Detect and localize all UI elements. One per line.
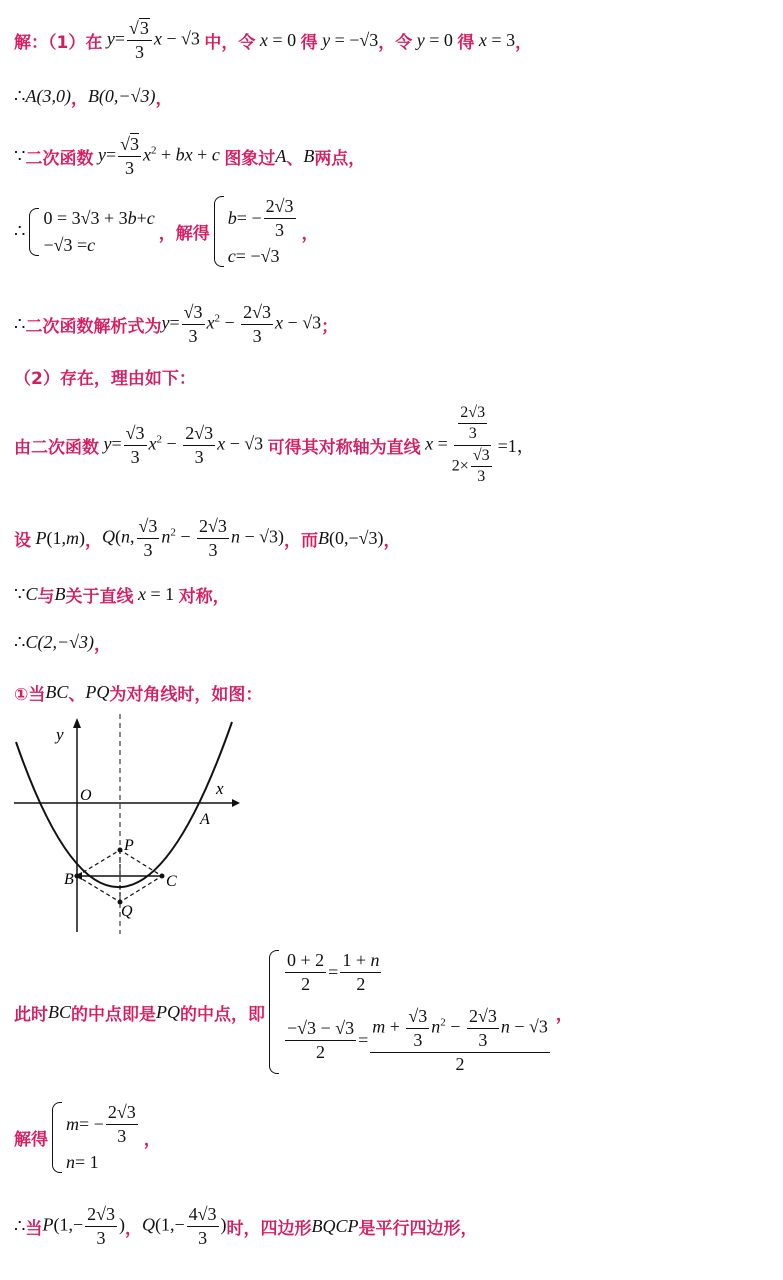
text-de-2: 得 — [457, 32, 475, 53]
label-bqcp: BQCP — [311, 1215, 359, 1236]
text-solve: 解得 — [14, 1130, 48, 1151]
label-c: C — [25, 584, 38, 604]
point-b: B(0,−√3) — [87, 86, 156, 106]
text-midpoint-ie: 的中点，即 — [180, 1004, 266, 1025]
label-b: B — [54, 584, 66, 604]
dot-c — [160, 874, 165, 879]
math-x-zero: x = 0 — [259, 29, 301, 50]
label-y-axis: y — [56, 725, 64, 744]
text-quadratic: 二次函数 — [25, 148, 94, 169]
text-part1-intro: 解：（1）在 — [14, 32, 103, 53]
text-with: 与 — [37, 587, 55, 607]
line-case1 — [14, 680, 262, 705]
text-case1: ①当 — [14, 685, 46, 705]
line-axis-of-symmetry — [14, 404, 535, 487]
line-part1-intercepts — [14, 18, 532, 62]
line-conclusion — [14, 1204, 478, 1248]
line-points-ab — [14, 84, 172, 109]
math-point-p: P(1,m) — [35, 527, 85, 548]
text-when: 当 — [25, 1218, 43, 1239]
text-and: ，而 — [283, 530, 318, 551]
therefore-symbol: ∴ — [14, 632, 26, 652]
math-x-one: x = 1 — [137, 584, 179, 604]
line-analytic-expression — [14, 302, 338, 346]
text-solve: ，解得 — [158, 224, 210, 245]
text-symmetric: 对称， — [178, 587, 230, 607]
text-axis: 可得其对称轴为直线 — [267, 437, 421, 458]
text-comma: ， — [301, 224, 319, 245]
label-point-p: P — [124, 837, 134, 854]
math-point-b: B(0,−√3) — [317, 527, 384, 548]
text-equals-one: =1， — [497, 436, 535, 457]
dot-p — [118, 848, 123, 853]
system-equations: 0 = 3√3 + 3 b + c −√3 = c — [29, 208, 154, 256]
text-part2: （2）存在，理由如下： — [14, 369, 196, 389]
system-midpoint: $\frac{0 + 2}{2}$ = $\frac{1 + n}{2}$ $\frac{-√3 - √3}{2}$ = m + $\frac{√3}{3}$ $n^2$ − $\frac{2√3}{3}$ n − √3 2 — [269, 950, 552, 1074]
therefore-symbol: ∴ — [14, 1215, 26, 1236]
therefore-symbol: ∴ — [14, 221, 26, 242]
text-graph-passes: 图象过 — [224, 148, 276, 169]
parabola-figure — [10, 712, 250, 938]
math-quadratic-general: y= $\frac{√3}{3}$ $x^2$ + bx + c — [97, 134, 220, 178]
label-point-q: Q — [121, 903, 133, 920]
text-two-points: 两点， — [314, 148, 366, 169]
line-part2-intro — [14, 364, 196, 389]
text-dun: 、 — [68, 685, 86, 705]
text-comma: ， — [555, 1004, 573, 1025]
math-point-q: Q(1,− $\frac{4√3}{3}$ ) — [142, 1204, 227, 1248]
brace — [214, 196, 224, 267]
label-x-axis: x — [216, 779, 224, 798]
text-analytic: 二次函数解析式为 — [25, 316, 162, 337]
math-x-three: x = 3 — [478, 29, 516, 50]
line-point-c — [14, 630, 111, 655]
brace — [52, 1102, 62, 1173]
parabola-curve — [16, 722, 232, 887]
brace — [269, 950, 279, 1074]
math-axis-value: x = $\frac{2√3}{3}$ 2× $\frac{√3}{3}$ — [425, 404, 490, 486]
text-semicolon: ； — [321, 316, 339, 337]
line-set-pq — [14, 516, 401, 560]
text-quadrilateral: 时，四边形 — [226, 1218, 312, 1239]
line-midpoint — [14, 950, 573, 1074]
text-now: 此时 — [14, 1004, 48, 1025]
system-mn: m = − $\frac{2√3}{3}$ n = 1 — [52, 1102, 140, 1173]
text-zhong-ling: 中，令 — [204, 32, 256, 53]
text-from-quadratic: 由二次函数 — [14, 437, 99, 458]
math-y-zero: y = 0 — [416, 29, 458, 50]
because-symbol: ∵ — [14, 145, 26, 166]
text-dun: 、 — [286, 148, 304, 169]
math-parabola: y= $\frac{√3}{3}$ $x^2$ − $\frac{2√3}{3}$ x − √3 — [161, 302, 322, 346]
text-de-1: 得 — [300, 32, 318, 53]
line-system-bc — [14, 196, 319, 267]
math-point-p: P(1,− $\frac{2√3}{3}$ ) — [42, 1204, 125, 1248]
y-axis-arrow — [73, 718, 81, 728]
point-a: A(3,0) — [25, 86, 71, 106]
line-solution-mn — [14, 1102, 161, 1173]
separator-end: ， — [93, 635, 111, 655]
text-parallelogram: 是平行四边形， — [358, 1218, 478, 1239]
text-let: 设 — [14, 530, 31, 551]
label-b: B — [303, 145, 315, 166]
therefore-symbol: ∴ — [14, 86, 26, 106]
separator: ， — [70, 89, 88, 109]
text-midpoint-is: 的中点即是 — [71, 1004, 157, 1025]
dot-b — [75, 874, 80, 879]
line-quadratic-through — [14, 134, 365, 178]
because-symbol: ∵ — [14, 584, 26, 604]
separator-end: ， — [155, 89, 173, 109]
label-a: A — [275, 145, 287, 166]
therefore-symbol: ∴ — [14, 313, 26, 334]
label-pq: PQ — [156, 1001, 181, 1022]
math-parabola: y= $\frac{√3}{3}$ $x^2$ − $\frac{2√3}{3}$ x − √3 — [103, 423, 268, 467]
brace — [29, 208, 39, 256]
math-y-neg-root3: y = −√3 — [322, 29, 379, 50]
label-point-a: A — [200, 811, 210, 828]
system-solution: b = − $\frac{2√3}{3}$ c = −√3 — [214, 196, 298, 267]
math-point-q: Q(n, $\frac{√3}{3}$ $n^2$ − $\frac{2√3}{3}$ n − √3) — [102, 516, 284, 560]
label-pq: PQ — [85, 682, 110, 702]
text-about-line: 关于直线 — [65, 587, 134, 607]
text-comma: ， — [515, 32, 533, 53]
separator: ， — [85, 530, 102, 551]
text-ling-2: ，令 — [378, 32, 413, 53]
line-symmetry — [14, 582, 230, 607]
text-comma: ， — [143, 1130, 161, 1151]
separator: ， — [125, 1218, 142, 1239]
separator-end: ， — [383, 530, 401, 551]
label-bc: BC — [45, 682, 69, 702]
label-origin: O — [80, 787, 92, 804]
label-point-c: C — [166, 873, 177, 890]
label-point-b: B — [64, 871, 74, 888]
label-bc: BC — [48, 1001, 72, 1022]
math-line-equation: y= √ 3 3 x − √3 — [106, 18, 205, 62]
x-axis-arrow — [232, 799, 240, 807]
text-diagonal: 为对角线时，如图： — [109, 685, 263, 705]
point-c: C(2,−√3) — [25, 632, 94, 652]
